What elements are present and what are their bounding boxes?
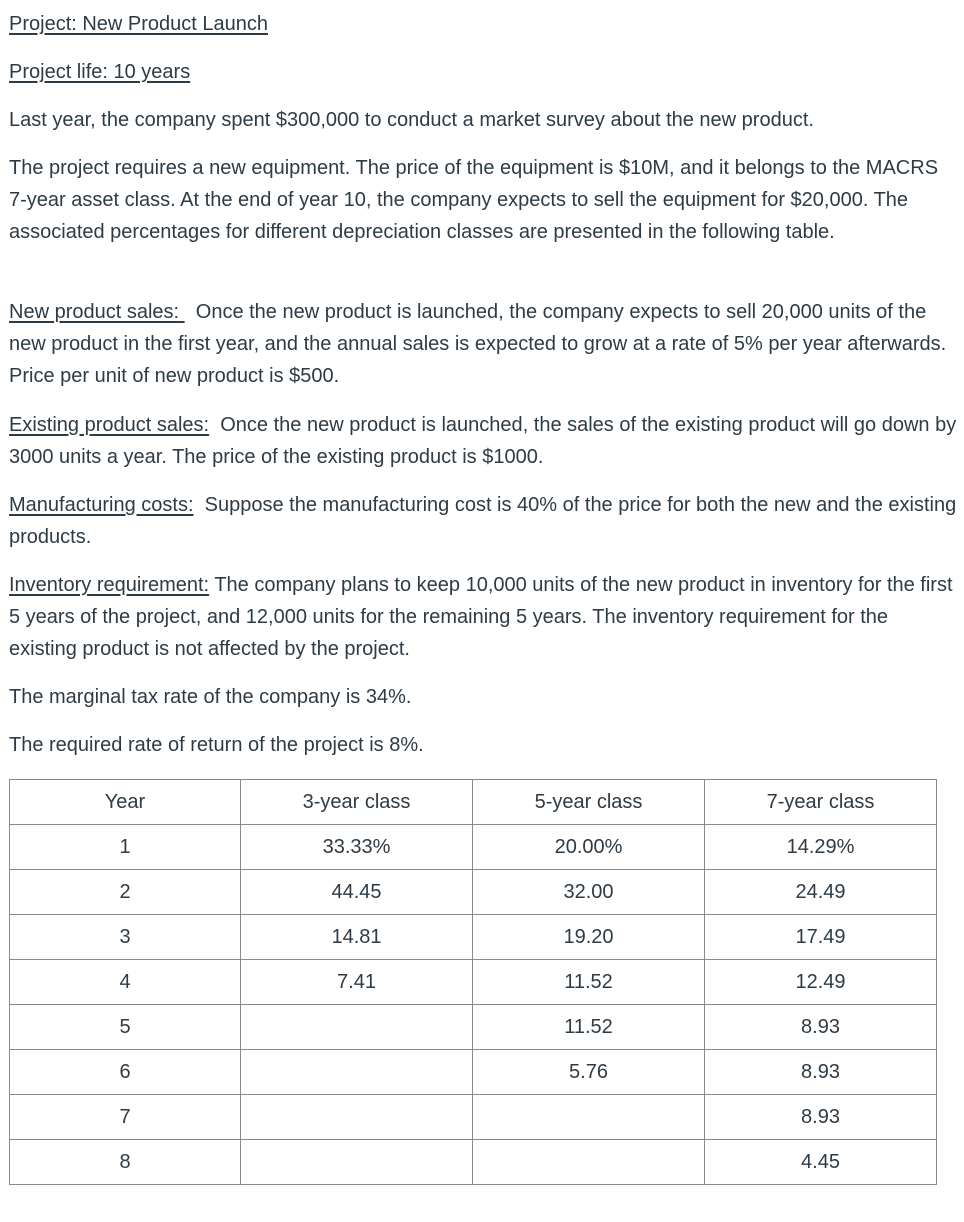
cell-5-year: 11.52 [473, 960, 705, 1005]
cell-year: 7 [10, 1095, 241, 1140]
cell-7-year: 8.93 [705, 1005, 937, 1050]
cell-3-year [241, 1050, 473, 1095]
table-row [10, 870, 937, 915]
table-row [10, 1005, 937, 1050]
cell-5-year: 5.76 [473, 1050, 705, 1095]
equipment-paragraph: The project requires a new equipment. The price of the equipment is $10M, and it belongs to the MACRS 7-year asset class. At the end of year 10, the company expects to sell the equipment for $20,000. The associated percentages for different depreciation classes are presented in the following table. [9, 157, 939, 243]
tax-rate-paragraph: The marginal tax rate of the company is 34%. [9, 686, 412, 708]
macrs-depreciation-table [9, 779, 937, 1185]
cell-3-year: 33.33% [241, 825, 473, 870]
cell-7-year: 8.93 [705, 1050, 937, 1095]
cell-year: 6 [10, 1050, 241, 1095]
inventory-requirement-label: Inventory requirement: [9, 574, 210, 596]
inventory-requirement-text: The company plans to keep 10,000 units of the new product in inventory for the first 5 years of the project, and 12,000 units for the remaining 5 years. The inventory requirement for the existing product is not affected by the project. [9, 574, 953, 660]
cell-3-year [241, 1005, 473, 1050]
cell-year: 3 [10, 915, 241, 960]
project-title-text: Project: New Product Launch [9, 13, 269, 35]
cell-3-year [241, 1140, 473, 1185]
cell-3-year: 14.81 [241, 915, 473, 960]
cell-5-year [473, 1140, 705, 1185]
new-product-sales-text: Once the new product is launched, the company expects to sell 20,000 units of the new product in the first year, and the annual sales is expected to grow at a rate of 5% per year afterwards. Price per unit of new product is $500. [9, 301, 947, 387]
table-row [10, 960, 937, 1005]
table-row [10, 915, 937, 960]
project-title [9, 8, 959, 40]
required-return-paragraph: The required rate of return of the project is 8%. [9, 734, 424, 756]
cell-5-year: 32.00 [473, 870, 705, 915]
cell-3-year: 44.45 [241, 870, 473, 915]
cell-5-year [473, 1095, 705, 1140]
existing-product-sales-text: Once the new product is launched, the sales of the existing product will go down by 3000 units a year. The price of the existing product is $1000. [9, 414, 957, 468]
inventory-requirement-paragraph [9, 569, 959, 665]
cell-5-year: 20.00% [473, 825, 705, 870]
new-product-sales-label: New product sales: [9, 301, 180, 323]
cell-5-year: 11.52 [473, 1005, 705, 1050]
header-7-year-class: 7-year class [705, 780, 937, 825]
cell-3-year [241, 1095, 473, 1140]
cell-year: 5 [10, 1005, 241, 1050]
cell-7-year: 4.45 [705, 1140, 937, 1185]
cell-year: 2 [10, 870, 241, 915]
new-product-sales-paragraph [9, 296, 959, 392]
header-3-year-class: 3-year class [241, 780, 473, 825]
manufacturing-costs-label: Manufacturing costs: [9, 494, 194, 516]
survey-paragraph: Last year, the company spent $300,000 to conduct a market survey about the new product. [9, 109, 814, 131]
manufacturing-costs-paragraph [9, 489, 959, 553]
header-year: Year [10, 780, 241, 825]
table-row [10, 1050, 937, 1095]
table-row [10, 1140, 937, 1185]
manufacturing-costs-text: Suppose the manufacturing cost is 40% of the price for both the new and the existing products. [9, 494, 957, 548]
table-header-row [10, 780, 937, 825]
cell-7-year: 17.49 [705, 915, 937, 960]
cell-year: 4 [10, 960, 241, 1005]
cell-7-year: 8.93 [705, 1095, 937, 1140]
cell-5-year: 19.20 [473, 915, 705, 960]
cell-year: 1 [10, 825, 241, 870]
existing-product-sales-paragraph [9, 409, 959, 473]
cell-7-year: 14.29% [705, 825, 937, 870]
table-row [10, 1095, 937, 1140]
existing-product-sales-label: Existing product sales: [9, 414, 210, 436]
table-row [10, 825, 937, 870]
cell-year: 8 [10, 1140, 241, 1185]
project-life [9, 56, 959, 88]
cell-7-year: 12.49 [705, 960, 937, 1005]
header-5-year-class: 5-year class [473, 780, 705, 825]
cell-7-year: 24.49 [705, 870, 937, 915]
cell-3-year: 7.41 [241, 960, 473, 1005]
project-life-text: Project life: 10 years [9, 61, 191, 83]
